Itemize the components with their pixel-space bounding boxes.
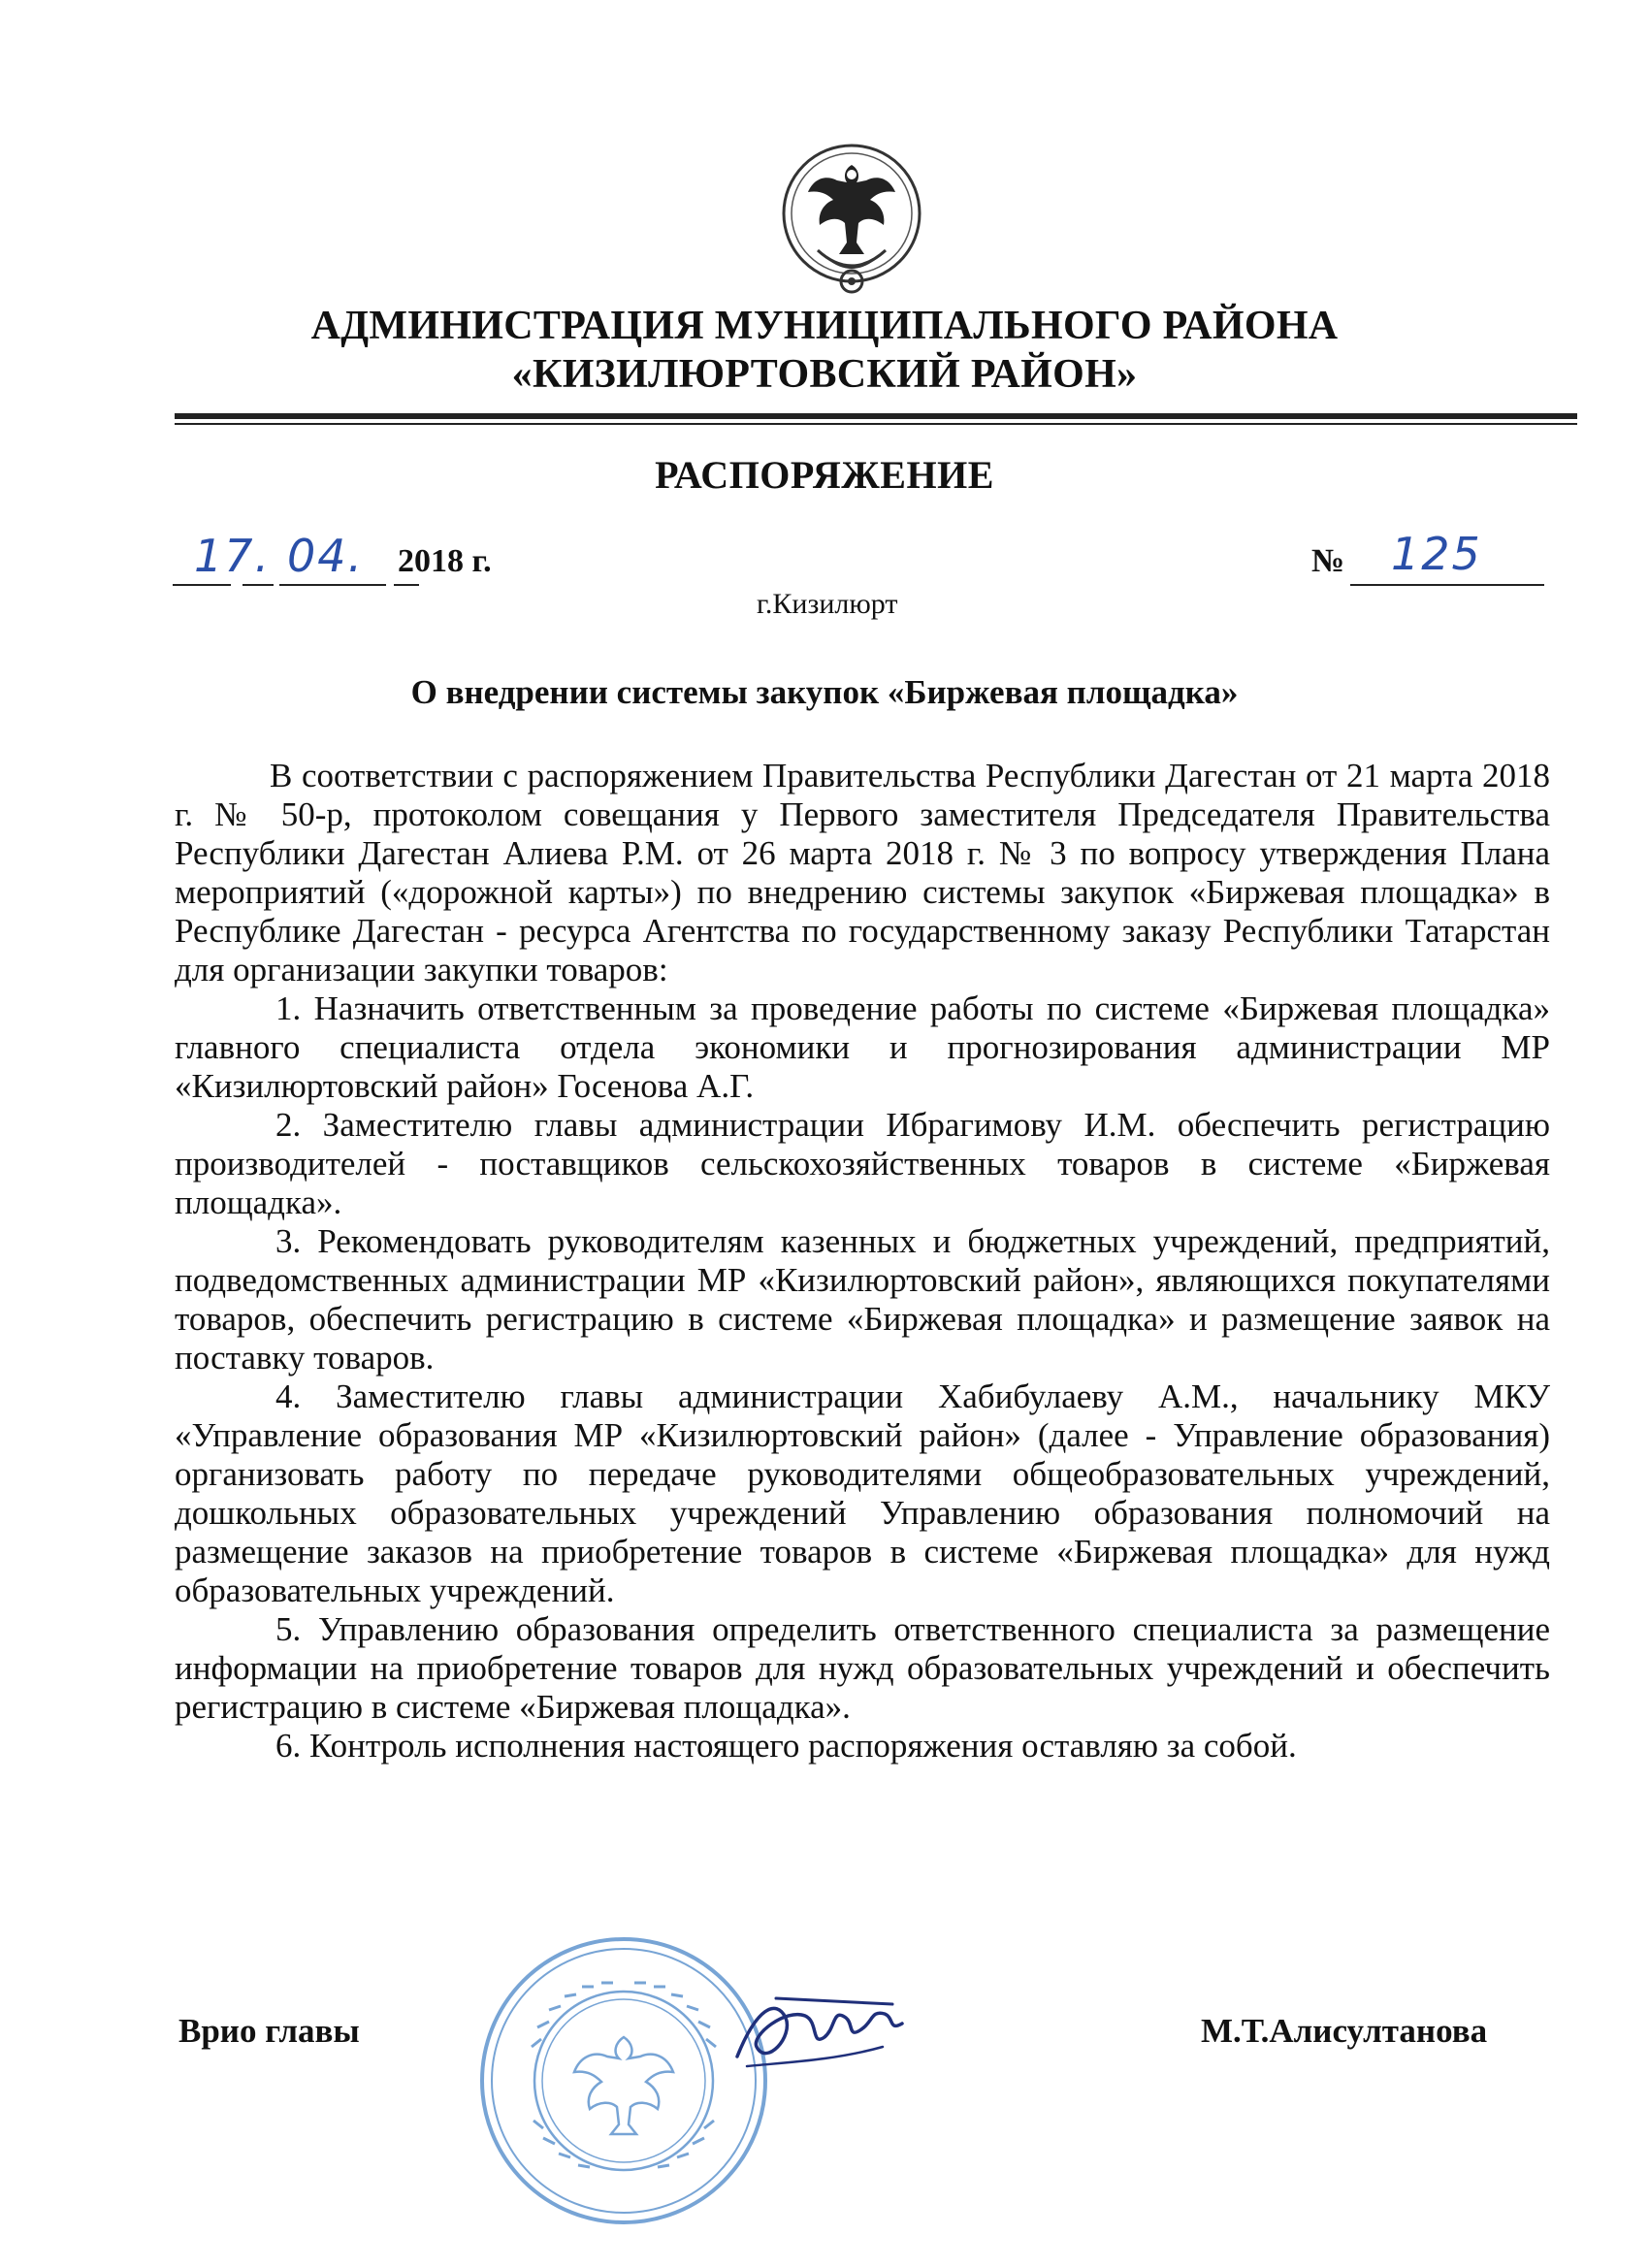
organization-name-line-2: «КИЗИЛЮРТОВСКИЙ РАЙОН» [511,352,1138,397]
order-item-3: 3. Рекомендовать руководителям казенных и бюджетных учреждений, предприятий, подведомственных администрации МР «Кизилюртовский район», являющихся покупателями товаров, обеспечить регистрацию в системе «Биржевая площадка» и размещение заявок на поставку товаров. [175,1222,1550,1377]
order-item-6: 6. Контроль исполнения настоящего распоряжения оставляю за собой. [275,1727,1297,1765]
order-item-2: 2. Заместителю главы администрации Ибрагимову И.М. обеспечить регистрацию производителей - поставщиков сельскохозяйственных товаров в системе «Биржевая площадка». [175,1106,1550,1221]
date-underline [242,584,274,586]
organization-name-line-1: АДМИНИСТРАЦИЯ МУНИЦИПАЛЬНОГО РАЙОНА [310,304,1339,348]
order-item-4: 4. Заместителю главы администрации Хабибулаеву А.М., начальнику МКУ «Управление образования МР «Кизилюртовский район» (далее - Управление образования) организовать работу по передаче руководителями общеобразовательных учреждений, дошкольных образовательных учреждений Управлению образования полномочий на размещение заказов на приобретение товаров в системе «Биржевая площадка» для нужд образовательных учреждений. [175,1377,1550,1609]
date-year: 2018 г. [398,543,492,579]
document-type-title: РАСПОРЯЖЕНИЕ [655,453,994,497]
document-number-field [1311,528,1544,590]
date-underline [173,584,231,586]
document-body [175,757,1550,1766]
signatory-name: М.Т.Алисултанова [1201,2012,1488,2050]
order-item-1: 1. Назначить ответственным за проведение работы по системе «Биржевая площадка» главного специалиста отдела экономики и прогнозирования администрации МР «Кизилюртовский район» Госенова А.Г. [175,989,1550,1105]
city: г.Кизилюрт [757,588,898,620]
date-day-handwritten: 17. [194,530,272,582]
date-month-handwritten: 04. [287,530,365,582]
header-rule-thick [175,413,1577,419]
number-sign: № [1311,543,1345,579]
header-rule-thin [175,423,1577,425]
intro-paragraph: В соответствии с распоряжением Правительства Республики Дагестан от 21 марта 2018 г. № 50-р, протоколом совещания у Первого заместителя Председателя Правительства Республики Дагестан Алиева Р.М. от 26 марта 2018 г. № 3 по вопросу утверждения Плана мероприятий («дорожной карты») по внедрению системы закупок «Биржевая площадка» в Республике Дагестан - ресурса Агентства по государственному заказу Республики Татарстан для организации закупки товаров: [175,757,1550,988]
date-underline [279,584,386,586]
handwritten-signature-icon [718,1979,912,2086]
number-underline [1350,584,1544,586]
signatory-position: Врио главы [178,2012,360,2050]
document-number-handwritten: 125 [1391,528,1482,580]
order-item-5: 5. Управлению образования определить ответственного специалиста за размещение информации на приобретение товаров для нужд образовательных учреждений и обеспечить регистрацию в системе «Биржевая площадка». [175,1610,1550,1726]
dagestan-coat-of-arms-icon [779,136,924,299]
document-subject: О внедрении системы закупок «Биржевая площадка» [410,673,1239,711]
date-underline [394,584,419,586]
